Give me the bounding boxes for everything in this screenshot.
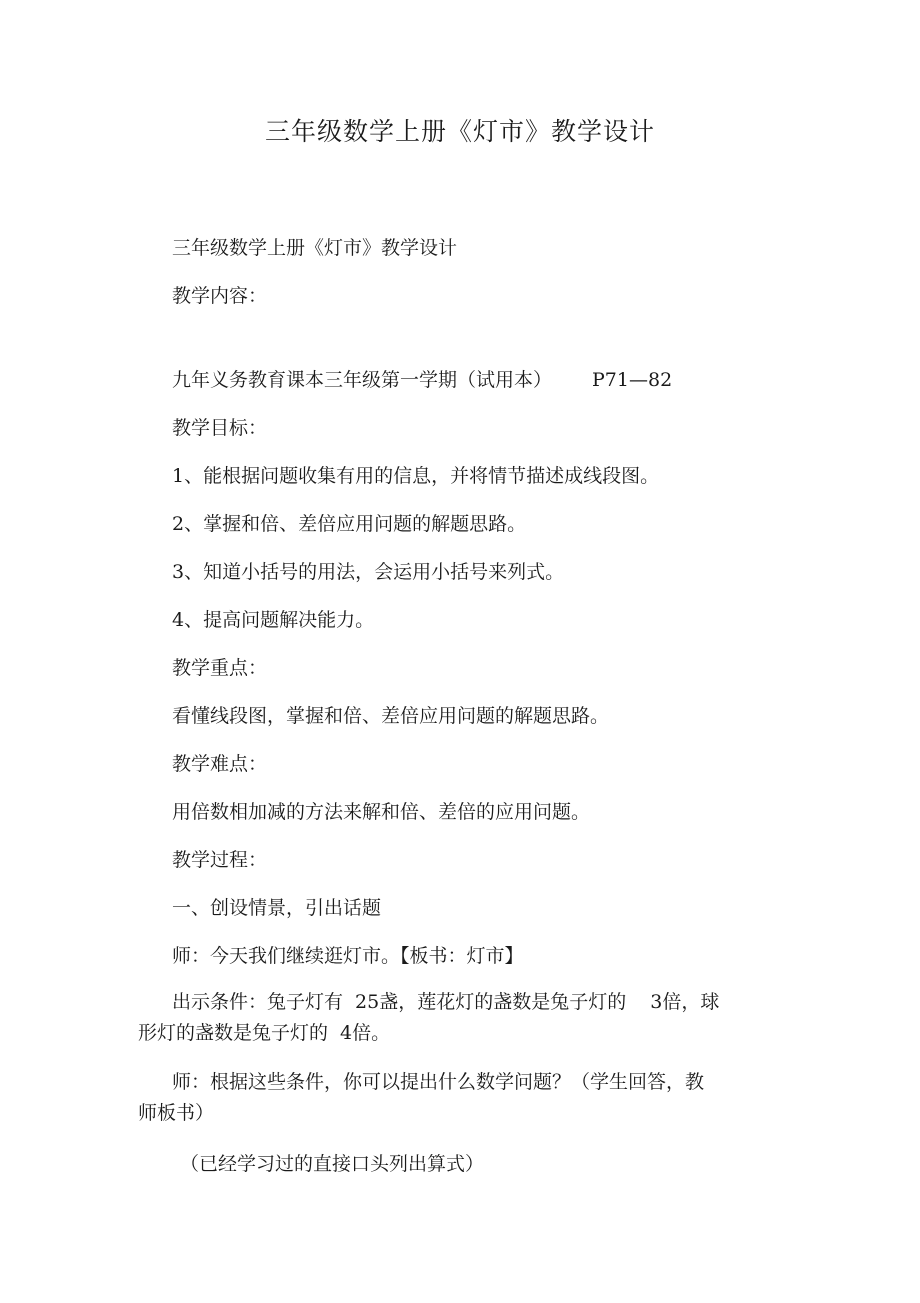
condition-part: 出示条件：兔子灯有 — [172, 991, 344, 1013]
difficulty-text: 用倍数相加减的方法来解和倍、差倍的应用问题。 — [172, 801, 591, 823]
condition-part: 形灯的盏数是兔子灯的 — [138, 1022, 329, 1044]
goals-heading: 教学目标： — [172, 417, 268, 439]
condition-part: 倍，球 — [662, 991, 720, 1013]
content-heading: 教学内容： — [172, 285, 268, 307]
process-heading: 教学过程： — [172, 849, 268, 871]
content-pages: P71—82 — [592, 369, 673, 391]
goal-item: 1、能根据问题收集有用的信息，并将情节描述成线段图。 — [172, 465, 660, 487]
teacher-line: 师：今天我们继续逛灯市。【板书：灯市】 — [172, 945, 524, 967]
condition-number: 3 — [650, 991, 663, 1013]
key-heading: 教学重点： — [172, 657, 268, 679]
condition-number: 25 — [355, 991, 380, 1013]
teacher-question-paragraph — [138, 1067, 778, 1129]
goal-item: 2、掌握和倍、差倍应用问题的解题思路。 — [172, 513, 527, 535]
key-text: 看懂线段图，掌握和倍、差倍应用问题的解题思路。 — [172, 705, 610, 727]
goal-item: 4、提高问题解决能力。 — [172, 609, 375, 631]
teacher-question-line: 师：根据这些条件，你可以提出什么数学问题？（学生回答，教 — [172, 1071, 705, 1093]
teacher-question-line: 师板书） — [138, 1102, 215, 1124]
difficulty-heading: 教学难点： — [172, 753, 268, 775]
goal-item: 3、知道小括号的用法，会运用小括号来列式。 — [172, 561, 565, 583]
condition-part: 倍。 — [352, 1022, 391, 1044]
section-heading: 一、创设情景，引出话题 — [172, 897, 382, 919]
page-title: 三年级数学上册《灯市》教学设计 — [264, 117, 655, 146]
condition-part: 盏，莲花灯的盏数是兔子灯的 — [379, 991, 627, 1013]
content-text: 九年义务教育课本三年级第一学期（试用本） — [172, 369, 553, 391]
note-text: （已经学习过的直接口头列出算式） — [180, 1153, 485, 1175]
condition-number: 4 — [340, 1022, 353, 1044]
content-line — [172, 365, 672, 395]
condition-paragraph — [138, 987, 778, 1049]
subtitle: 三年级数学上册《灯市》教学设计 — [172, 237, 458, 259]
